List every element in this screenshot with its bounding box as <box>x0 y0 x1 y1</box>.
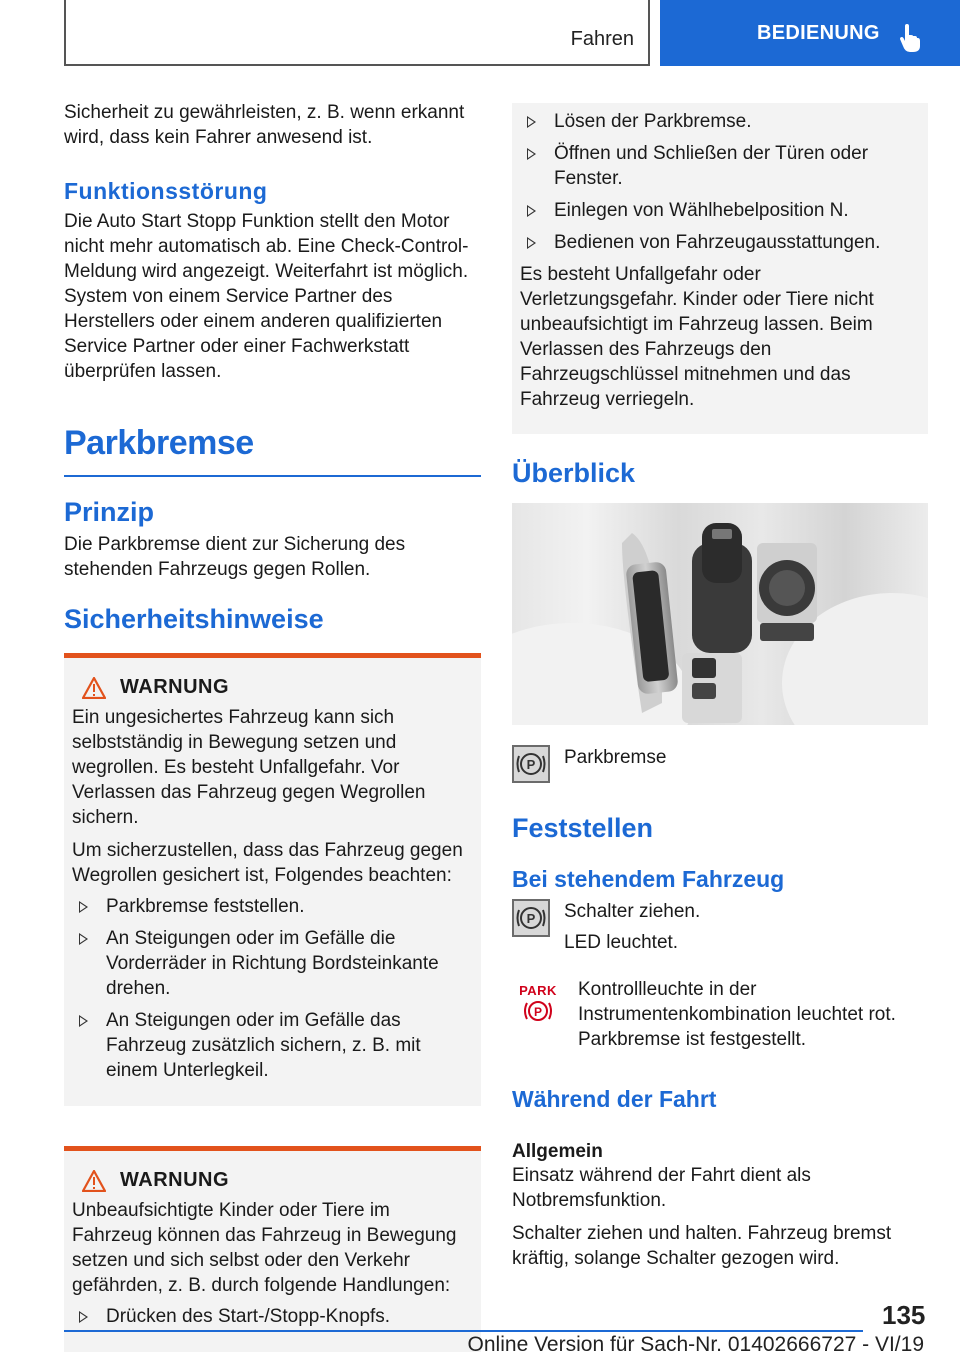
section-title: Parkbremse <box>64 424 481 477</box>
triangle-bullet-icon <box>79 933 88 945</box>
svg-text:P: P <box>533 1005 543 1019</box>
warning-list <box>520 105 920 255</box>
stationary-heading: Bei stehendem Fahrzeug <box>512 866 785 892</box>
header-chapter: Fahren <box>570 28 634 50</box>
apply-heading: Feststellen <box>512 813 654 843</box>
principle-text: Die Parkbremse dient zur Sicherung des stehenden Fahrzeugs gegen Rollen. <box>64 534 406 580</box>
parking-brake-switch-icon <box>512 745 550 783</box>
park-indicator-text: Kontrollleuchte in der Instrumentenkombination leuchtet rot. Parkbremse ist festgestellt. <box>578 979 896 1050</box>
list-item: Drücken des Start-/Stopp-Knopfs. <box>72 1304 473 1329</box>
park-indicator-row <box>512 977 928 1052</box>
warning-box-1 <box>64 653 481 1106</box>
general-heading: Allgemein <box>512 1141 603 1162</box>
general-text: Einsatz während der Fahrt dient als Notbremsfunktion. <box>512 1165 811 1211</box>
stationary-step <box>512 899 928 955</box>
warning-title: WARNUNG <box>120 676 230 698</box>
warning-text: Um sicherzustellen, dass das Fahrzeug gegen Wegrollen gesichert ist, Folgendes beachten: <box>72 840 463 886</box>
left-column <box>64 100 481 1352</box>
header-section-tab <box>660 0 960 66</box>
page-number: 135 <box>882 1300 926 1330</box>
safety-heading: Sicherheitshinweise <box>64 604 324 634</box>
header-section: BEDIENUNG <box>757 21 880 44</box>
center-console-photo <box>512 503 928 725</box>
warning-title-row <box>72 676 473 699</box>
malfunction-text: Die Auto Start Stopp Funktion stellt den Motor nicht mehr automatisch ab. Eine Check-Control-Meldung wird angezeigt. Weiterfahrt ist möglich. System von einem Service Partner des Herstellers oder einem anderen qualifizierten Service Partner oder einer Fachwerkstatt überprüfen lassen. <box>64 211 469 382</box>
svg-text:P: P <box>526 911 536 926</box>
warning-triangle-icon <box>82 677 106 699</box>
warning-text: Es besteht Unfallgefahr oder Verletzungsgefahr. Kinder oder Tiere nicht unbeaufsichtigt im Fahrzeug lassen. Beim Verlassen des Fahrzeugs den Fahrzeugschlüssel mitnehmen und das Fahrzeug verriegeln. <box>520 264 874 410</box>
triangle-bullet-icon <box>527 237 536 249</box>
online-version: Online Version für Sach-Nr. 01402666727 - VI/19 <box>467 1333 924 1356</box>
warning-list <box>72 1304 473 1329</box>
warning-box-2 <box>64 1146 481 1352</box>
warning-text: Ein ungesichertes Fahrzeug kann sich selbstständig in Bewegung setzen und wegrollen. Es besteht Unfallgefahr. Vor Verlassen das Fahrzeug gegen Wegrollen sichern. <box>72 707 426 828</box>
right-column <box>512 103 928 1271</box>
stationary-step-1: Schalter ziehen. <box>564 901 701 922</box>
warning-box-2-continued <box>512 103 928 434</box>
list-item: Einlegen von Wählhebelposition N. <box>520 198 920 223</box>
warning-text: Unbeaufsichtigte Kinder oder Tiere im Fahrzeug können das Fahrzeug in Bewegung setzen und sich selbst oder den Verkehr gefährden, z. B. durch folgende Handlungen: <box>72 1200 457 1296</box>
parking-brake-switch-icon <box>512 899 550 937</box>
warning-title: WARNUNG <box>120 1169 230 1191</box>
triangle-bullet-icon <box>79 1015 88 1027</box>
warning-list <box>72 894 473 1083</box>
list-item: Öffnen und Schließen der Türen oder Fenster. <box>520 141 920 191</box>
park-warning-lamp-icon: PARK P <box>519 983 557 1019</box>
stationary-step-2: LED leuchtet. <box>564 932 679 953</box>
triangle-bullet-icon <box>527 116 536 128</box>
switch-legend <box>512 745 928 783</box>
triangle-bullet-icon <box>79 1311 88 1323</box>
center-console-illustration <box>512 503 928 725</box>
list-item: An Steigungen oder im Gefälle die Vorderräder in Richtung Bordsteinkante drehen. <box>72 926 473 1001</box>
list-item: An Steigungen oder im Gefälle das Fahrzeug zusätzlich sichern, z. B. mit einem Unterlegkeil. <box>72 1008 473 1083</box>
triangle-bullet-icon <box>527 148 536 160</box>
intro-text: Sicherheit zu gewährleisten, z. B. wenn erkannt wird, dass kein Fahrer anwesend ist. <box>64 102 465 148</box>
principle-heading: Prinzip <box>64 497 155 527</box>
list-item: Bedienen von Fahrzeugausstattungen. <box>520 230 920 255</box>
triangle-bullet-icon <box>527 205 536 217</box>
svg-text:P: P <box>526 757 536 772</box>
header-chapter-tab <box>64 0 650 66</box>
warning-title-row <box>72 1169 473 1192</box>
warning-triangle-icon <box>82 1170 106 1192</box>
overview-heading: Überblick <box>512 458 636 488</box>
list-item: Parkbremse feststellen. <box>72 894 473 919</box>
triangle-bullet-icon <box>79 901 88 913</box>
switch-label: Parkbremse <box>564 747 667 768</box>
pointing-hand-icon <box>900 24 920 52</box>
list-item: Lösen der Parkbremse. <box>520 109 920 134</box>
driving-heading: Während der Fahrt <box>512 1086 717 1112</box>
footer-rule <box>64 1330 863 1332</box>
malfunction-heading: Funktionsstörung <box>64 178 268 204</box>
general-text: Schalter ziehen und halten. Fahrzeug bremst kräftig, solange Schalter gezogen wird. <box>512 1223 892 1269</box>
